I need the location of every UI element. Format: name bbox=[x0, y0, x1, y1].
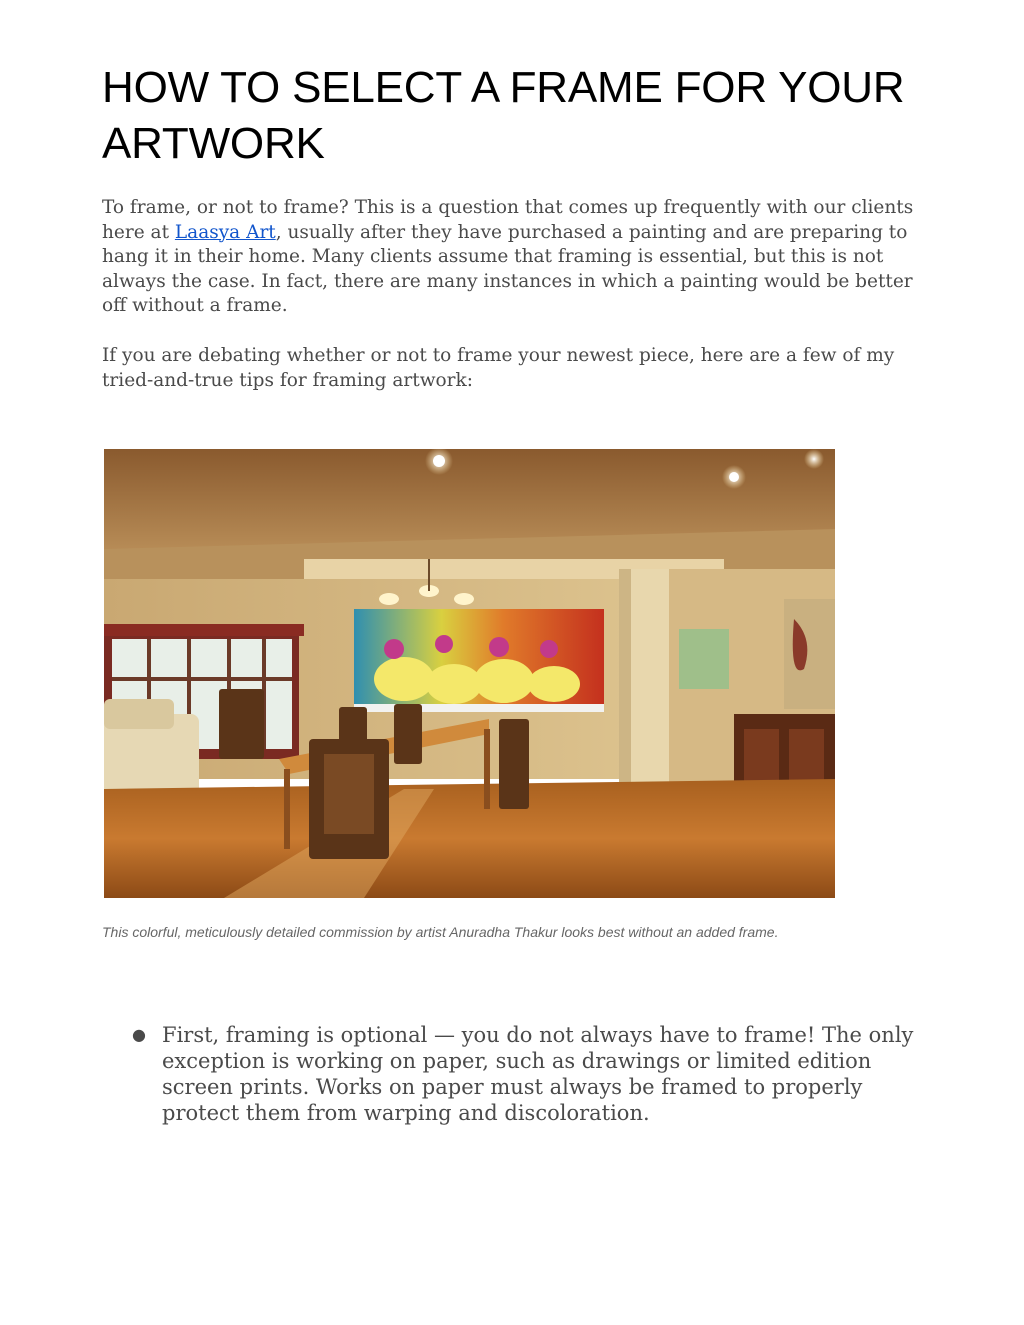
intro-text-after-link: , usually after they have purchased a painting and are preparing to hang it in their home. Many clients assume that framing is essential, but this is not always the case. In fact, there are many instances in which a painting would be better off without a frame. bbox=[102, 221, 913, 316]
list-item-text: First, framing is optional — you do not always have to frame! The only exception is working on paper, such as drawings or limited edition screen prints. Works on paper must always be framed to properly protect them from warping and discoloration. bbox=[162, 1023, 914, 1125]
photo-caption: This colorful, meticulously detailed commission by artist Anuradha Thakur looks best without an added frame. bbox=[102, 924, 779, 940]
tips-list bbox=[102, 1022, 932, 1126]
list-item bbox=[102, 1022, 932, 1126]
lead-in-paragraph: If you are debating whether or not to frame your newest piece, here are a few of my tried-and-true tips for framing artwork: bbox=[102, 345, 895, 391]
intro-text-before-link: To frame, or not to frame? This is a question that comes up frequently with our clients here at bbox=[102, 197, 914, 243]
bullet-icon: ● bbox=[132, 1025, 146, 1044]
intro-paragraph bbox=[102, 196, 932, 319]
page-title: HOW TO SELECT A FRAME FOR YOUR ARTWORK bbox=[102, 63, 905, 168]
laasya-art-link[interactable]: Laasya Art bbox=[174, 221, 276, 243]
dining-room-photo bbox=[104, 449, 835, 898]
